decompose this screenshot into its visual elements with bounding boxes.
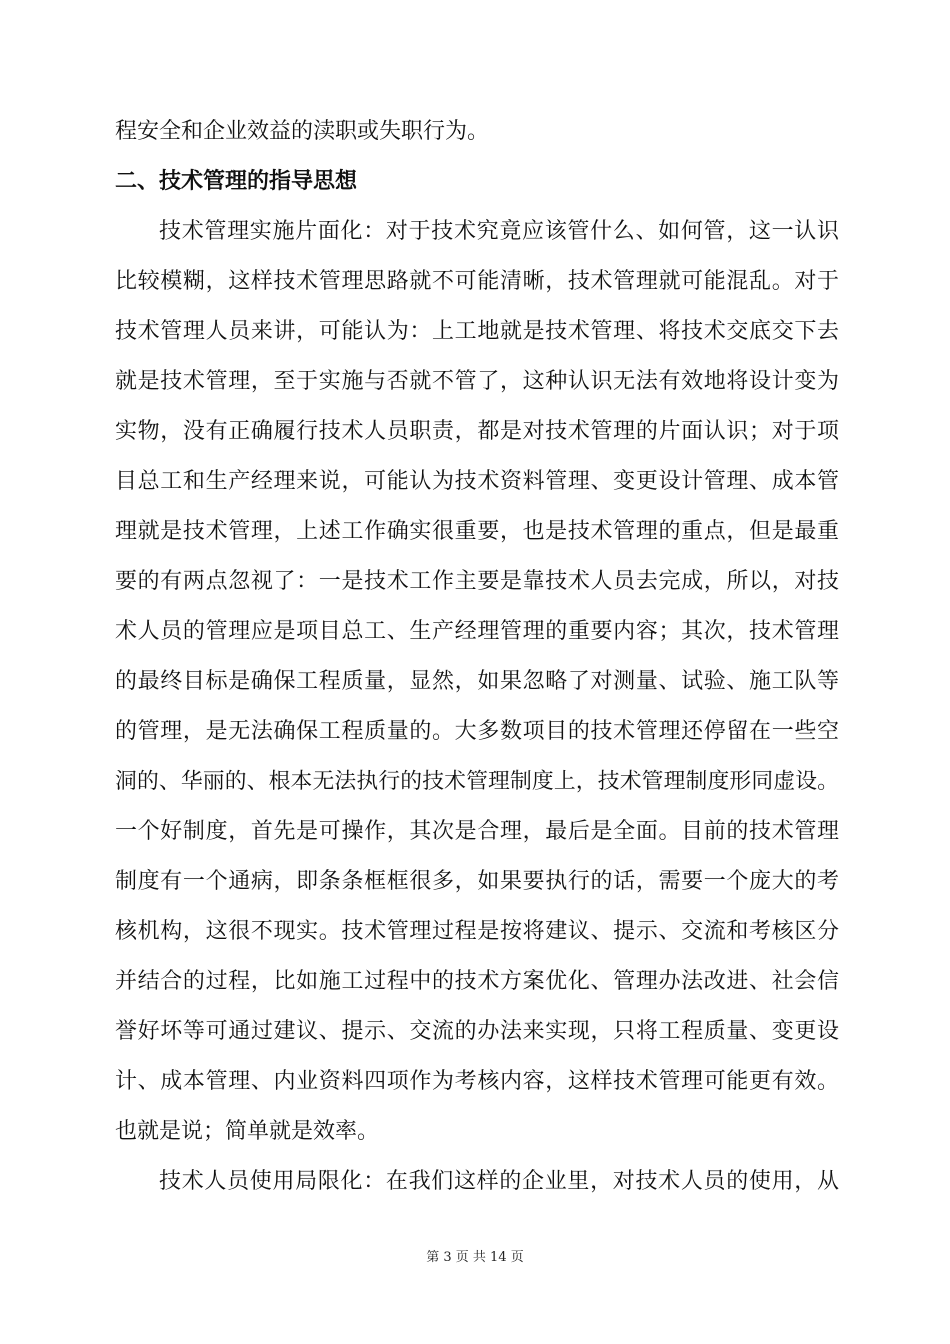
text-line: 并结合的过程，比如施工过程中的技术方案优化、管理办法改进、社会信 (115, 969, 839, 994)
text-line: 制度有一个通病，即条条框框很多，如果要执行的话，需要一个庞大的考 (115, 869, 839, 894)
text-line: 技术管理人员来讲，可能认为：上工地就是技术管理、将技术交底交下去 (115, 319, 839, 344)
paragraph-first-line: 技术管理实施片面化：对于技术究竟应该管什么、如何管，这一认识 (159, 219, 839, 244)
paragraph-first-line: 技术人员使用局限化：在我们这样的企业里，对技术人员的使用，从 (159, 1169, 839, 1194)
text-line: 实物，没有正确履行技术人员职责，都是对技术管理的片面认识；对于项 (115, 419, 839, 444)
text-line: 一个好制度，首先是可操作，其次是合理，最后是全面。目前的技术管理 (115, 819, 839, 844)
text-line: 计、成本管理、内业资料四项作为考核内容，这样技术管理可能更有效。 (115, 1069, 839, 1094)
document-body (115, 107, 839, 1207)
section-heading: 二、技术管理的指导思想 (115, 169, 358, 194)
text-line: 核机构，这很不现实。技术管理过程是按将建议、提示、交流和考核区分 (115, 919, 839, 944)
text-line: 的管理，是无法确保工程质量的。大多数项目的技术管理还停留在一些空 (115, 719, 839, 744)
text-line: 术人员的管理应是项目总工、生产经理管理的重要内容；其次，技术管理 (115, 619, 839, 644)
text-line: 的最终目标是确保工程质量，显然，如果忽略了对测量、试验、施工队等 (115, 669, 839, 694)
text-line: 也就是说；简单就是效率。 (115, 1119, 380, 1144)
text-line: 就是技术管理，至于实施与否就不管了，这种认识无法有效地将设计变为 (115, 369, 839, 394)
page-footer: 第 3 页 共 14 页 (426, 1250, 524, 1265)
text-line: 目总工和生产经理来说，可能认为技术资料管理、变更设计管理、成本管 (115, 469, 839, 494)
text-line: 比较模糊，这样技术管理思路就不可能清晰，技术管理就可能混乱。对于 (115, 269, 839, 294)
text-line: 程安全和企业效益的渎职或失职行为。 (115, 119, 490, 144)
text-line: 洞的、华丽的、根本无法执行的技术管理制度上，技术管理制度形同虚设。 (115, 769, 839, 794)
text-line: 理就是技术管理，上述工作确实很重要，也是技术管理的重点，但是最重 (115, 519, 839, 544)
text-line: 誉好坏等可通过建议、提示、交流的办法来实现，只将工程质量、变更设 (115, 1019, 839, 1044)
text-line: 要的有两点忽视了：一是技术工作主要是靠技术人员去完成，所以，对技 (115, 569, 839, 594)
